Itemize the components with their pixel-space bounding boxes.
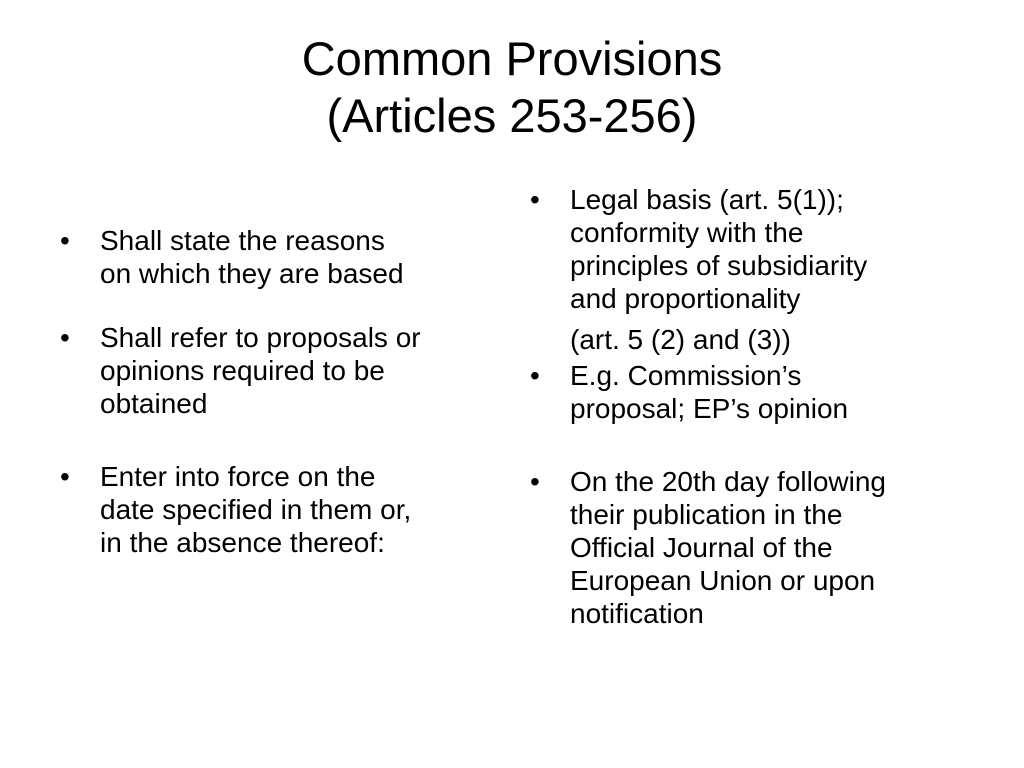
bullet-text-line: European Union or upon	[570, 565, 876, 596]
bullet-item-publication	[528, 465, 968, 630]
bullet-item-legal-basis	[528, 183, 968, 315]
title-line-1: Common Provisions	[301, 32, 723, 85]
bullet-item-example	[528, 359, 968, 425]
bullet-text-line: and proportionality	[570, 283, 801, 314]
bullet-text-line: • Enter into force on the	[100, 461, 376, 492]
bullet-text-line: principles of subsidiarity	[570, 250, 868, 281]
bullet-text-line: in the absence thereof:	[100, 527, 385, 558]
bullet-text-line: conformity with the	[570, 217, 804, 248]
title-line-2: (Articles 253-256)	[326, 89, 698, 142]
right-column	[528, 183, 968, 630]
bullet-text-line: opinions required to be	[100, 355, 385, 386]
bullet-text-line: • Legal basis (art. 5(1));	[570, 184, 844, 215]
bullet-item-proposals	[58, 321, 498, 420]
bullet-text-line: date specified in them or,	[100, 494, 412, 525]
article-reference-text: (art. 5 (2) and (3))	[570, 324, 791, 355]
bullet-text-line: • E.g. Commission’s	[570, 360, 802, 391]
bullet-text-line: on which they are based	[100, 258, 404, 289]
bullet-item-reasons	[58, 224, 498, 290]
article-reference	[528, 323, 968, 356]
bullet-text-line: obtained	[100, 388, 208, 419]
bullet-text-line: • Shall refer to proposals or	[100, 322, 421, 353]
bullet-text-line: • Shall state the reasons	[100, 225, 385, 256]
bullet-text-line: proposal; EP’s opinion	[570, 393, 849, 424]
bullet-text-line: • On the 20th day following	[570, 466, 886, 497]
left-column	[58, 224, 498, 559]
bullet-text-line: notification	[570, 598, 704, 629]
bullet-item-entry-into-force	[58, 460, 498, 559]
bullet-text-line: their publication in the	[570, 499, 843, 530]
bullet-text-line: Official Journal of the	[570, 532, 833, 563]
slide-title	[0, 30, 1024, 144]
